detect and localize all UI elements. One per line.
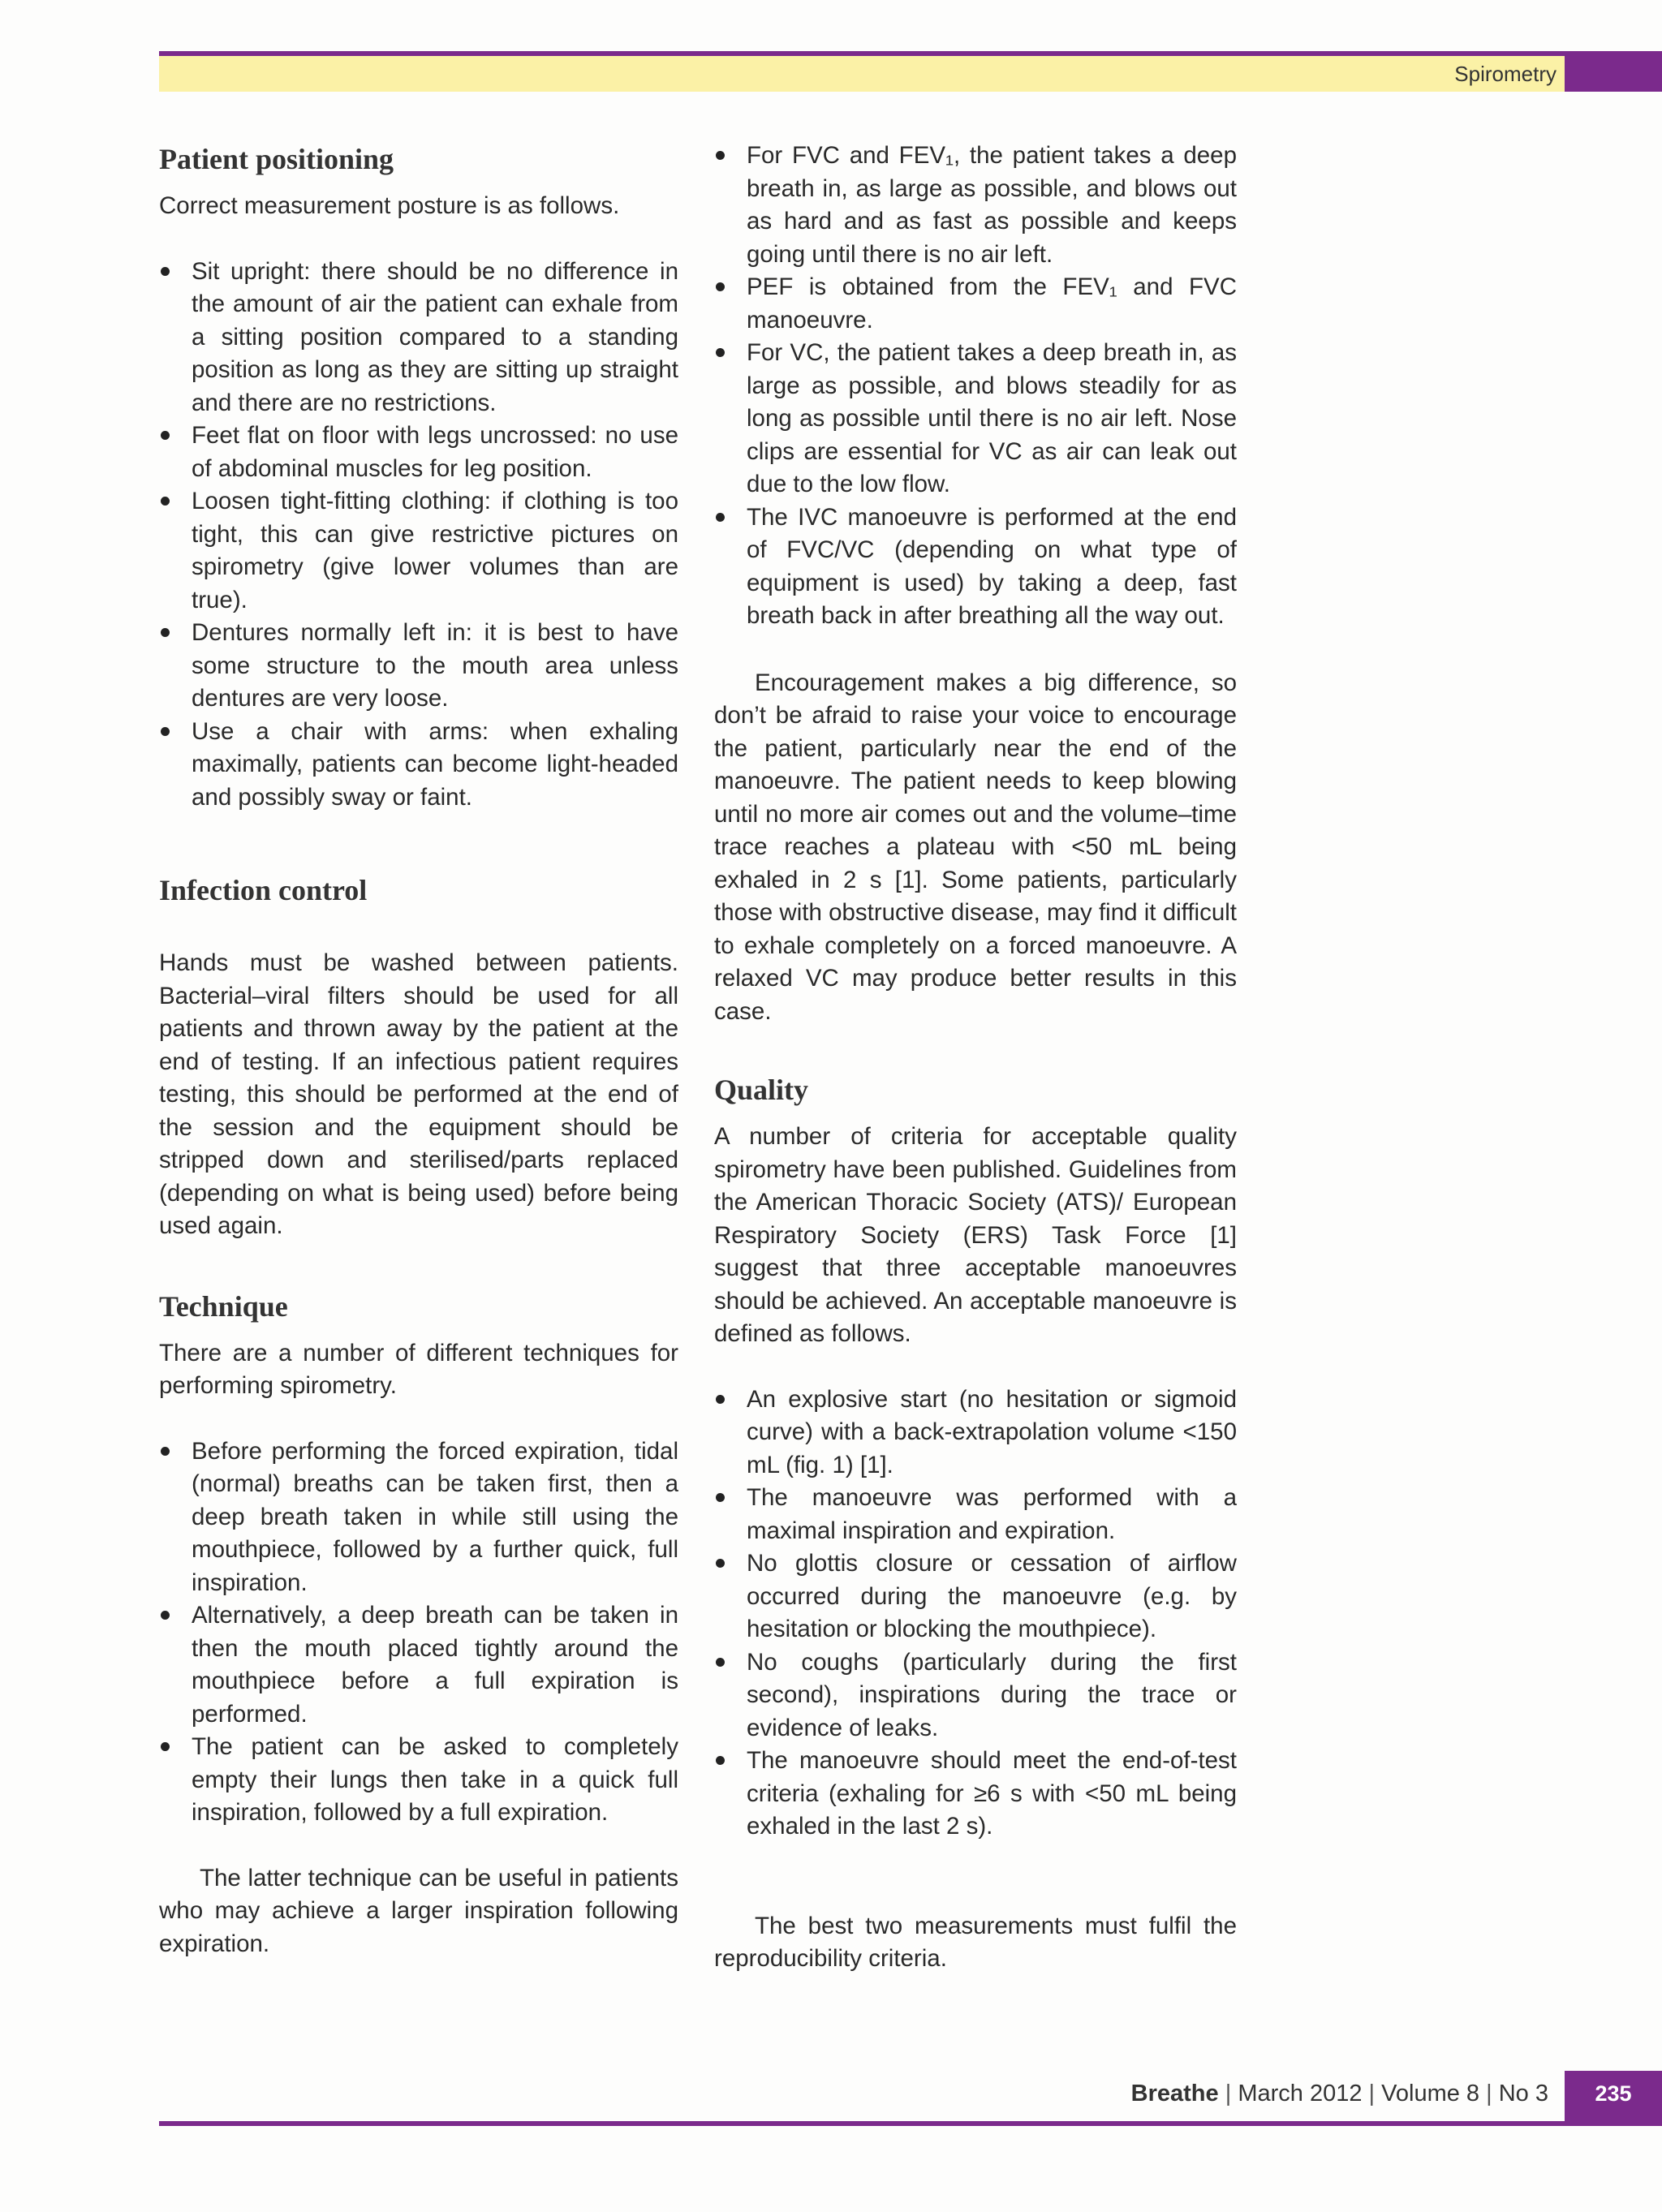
footer-rule xyxy=(159,2121,1662,2126)
footer-separator: | xyxy=(1225,2081,1232,2107)
list-item: Dentures normally left in: it is best to have some structure to the mouth area unless dentures are very loose. xyxy=(159,617,678,716)
list-item: Alternatively, a deep breath can be taken in then the mouth placed tightly around the mouthpiece before a full expiration is performed. xyxy=(159,1599,678,1731)
footer-citation xyxy=(1131,2081,1548,2107)
list-item: The patient can be asked to completely empty their lungs then take in a quick full inspiration, followed by a full expiration. xyxy=(159,1731,678,1830)
quality-intro: A number of criteria for acceptable quality spirometry have been published. Guidelines from the American Thoracic Society (ATS)/ European Respiratory Society (ERS) Task Force [1] suggest that three acceptable manoeuvres should be achieved. An acceptable manoeuvre is defined as follows. xyxy=(714,1123,1237,1347)
quality-closing: The best two measurements must fulfil the reproducibility criteria. xyxy=(714,1912,1237,1972)
list-item: Feet flat on floor with legs uncrossed: no use of abdominal muscles for leg position. xyxy=(159,420,678,485)
heading-infection-control: Infection control xyxy=(159,874,368,906)
list-item: Sit upright: there should be no difference in the amount of air the patient can exhale from a sitting position compared to a standing position as long as they are sitting up straight and there are no restrictions. xyxy=(159,256,678,420)
patient-positioning-list xyxy=(159,256,678,815)
list-item: No coughs (particularly during the first second), inspirations during the trace or evidence of leaks. xyxy=(714,1646,1237,1745)
heading-patient-positioning: Patient positioning xyxy=(159,143,394,175)
list-item: The manoeuvre was performed with a maximal inspiration and expiration. xyxy=(714,1482,1237,1547)
list-item: For VC, the patient takes a deep breath in, as large as possible, and blows steadily for as long as possible until there is no air left. Nose clips are essential for VC as air can leak out due to the low flow. xyxy=(714,337,1237,501)
footer-volume: Volume 8 xyxy=(1381,2081,1480,2107)
list-item: The IVC manoeuvre is performed at the end of FVC/VC (depending on what type of equipment is used) by taking a deep, fast breath back in after breathing all the way out. xyxy=(714,501,1237,633)
heading-technique: Technique xyxy=(159,1289,288,1323)
header-band xyxy=(159,56,1565,92)
list-item: The manoeuvre should meet the end-of-test criteria (exhaling for ≥6 s with <50 mL being exhaled in the last 2 s). xyxy=(714,1745,1237,1844)
list-item: Before performing the forced expiration, tidal (normal) breaths can be taken first, then a deep breath taken in while still using the mouthpiece, followed by a further quick, full inspiration. xyxy=(159,1435,678,1600)
page-number: 235 xyxy=(1595,2081,1632,2106)
journal-name: Breathe xyxy=(1130,2081,1219,2107)
technique-list xyxy=(159,1435,678,1830)
list-item: An explosive start (no hesitation or sigmoid curve) with a back-extrapolation volume <150 mL (fig. 1) [1]. xyxy=(714,1384,1237,1483)
encouragement-paragraph: Encouragement makes a big difference, so don’t be afraid to raise your voice to encourage the patient, particularly near the end of the manoeuvre. The patient needs to keep blowing until no more air comes out and the volume–time trace reaches a plateau with <50 mL being exhaled in 2 s [1]. Some patients, particularly those with obstructive disease, may find it difficult to exhale completely on a forced manoeuvre. A relaxed VC may produce better results in this case. xyxy=(714,669,1237,1025)
footer-separator: | xyxy=(1368,2081,1376,2107)
list-item: Use a chair with arms: when exhaling maximally, patients can become light-headed and possibly sway or faint. xyxy=(159,716,678,815)
section-label: Spirometry xyxy=(1454,62,1557,86)
heading-quality: Quality xyxy=(714,1074,809,1106)
header-tab xyxy=(1565,51,1662,92)
list-item: For FVC and FEV₁, the patient takes a deep breath in, as large as possible, and blows out as hard and as fast as possible and keeps going until there is no air left. xyxy=(714,140,1237,271)
right-column xyxy=(714,140,1237,1976)
list-item: PEF is obtained from the FEV₁ and FVC manoeuvre. xyxy=(714,271,1237,337)
list-item: No glottis closure or cessation of airflow occurred during the manoeuvre (e.g. by hesitation or blocking the mouthpiece). xyxy=(714,1547,1237,1646)
quality-list xyxy=(714,1384,1237,1844)
patient-positioning-intro: Correct measurement posture is as follows. xyxy=(159,192,620,219)
footer-date: March 2012 xyxy=(1238,2081,1363,2107)
technique-continued-list xyxy=(714,140,1237,633)
list-item: Loosen tight-fitting clothing: if clothing is too tight, this can give restrictive pictures on spirometry (give lower volumes than are true). xyxy=(159,485,678,617)
infection-control-body: Hands must be washed between patients. Bacterial–viral filters should be used for all patients and thrown away by the patient at the end of testing. If an infectious patient requires testing, this should be performed at the end of the session and the equipment should be stripped down and sterilised/parts replaced (depending on what is being used) before being used again. xyxy=(159,949,678,1239)
technique-intro: There are a number of different techniques for performing spirometry. xyxy=(159,1339,678,1399)
footer-separator: | xyxy=(1486,2081,1492,2107)
left-column xyxy=(159,140,678,1960)
technique-closing: The latter technique can be useful in patients who may achieve a larger inspiration following expiration. xyxy=(159,1864,678,1957)
footer-issue: No 3 xyxy=(1498,2081,1548,2107)
